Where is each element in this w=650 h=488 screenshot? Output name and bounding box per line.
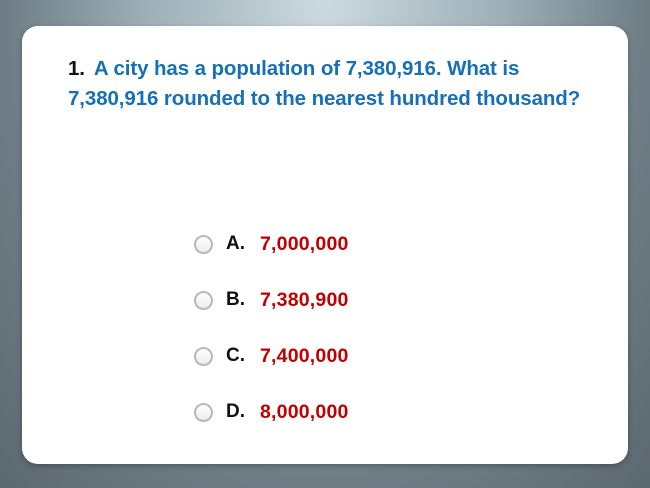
- choice-letter: A.: [226, 233, 245, 254]
- choice-option-a[interactable]: [194, 216, 594, 272]
- choice-answer: 7,400,000: [260, 344, 349, 367]
- choice-answer: 8,000,000: [260, 400, 349, 423]
- choice-letter: B.: [226, 289, 245, 310]
- choice-letter: D.: [226, 401, 245, 422]
- choice-answer: 7,000,000: [260, 232, 349, 255]
- radio-button-icon[interactable]: [194, 347, 213, 366]
- question-block: [68, 54, 588, 115]
- question-text: A city has a population of 7,380,916. What is 7,380,916 rounded to the nearest hundred thousand?: [68, 57, 581, 111]
- radio-button-icon[interactable]: [194, 235, 213, 254]
- choice-option-b[interactable]: [194, 272, 594, 328]
- choice-letter: C.: [226, 345, 245, 366]
- question-card: [22, 26, 628, 464]
- choice-option-c[interactable]: [194, 328, 594, 384]
- choice-answer: 7,380,900: [260, 288, 349, 311]
- choices-list: [194, 216, 594, 440]
- radio-button-icon[interactable]: [194, 403, 213, 422]
- question-number: 1.: [68, 57, 85, 80]
- choice-option-d[interactable]: [194, 384, 594, 440]
- radio-button-icon[interactable]: [194, 291, 213, 310]
